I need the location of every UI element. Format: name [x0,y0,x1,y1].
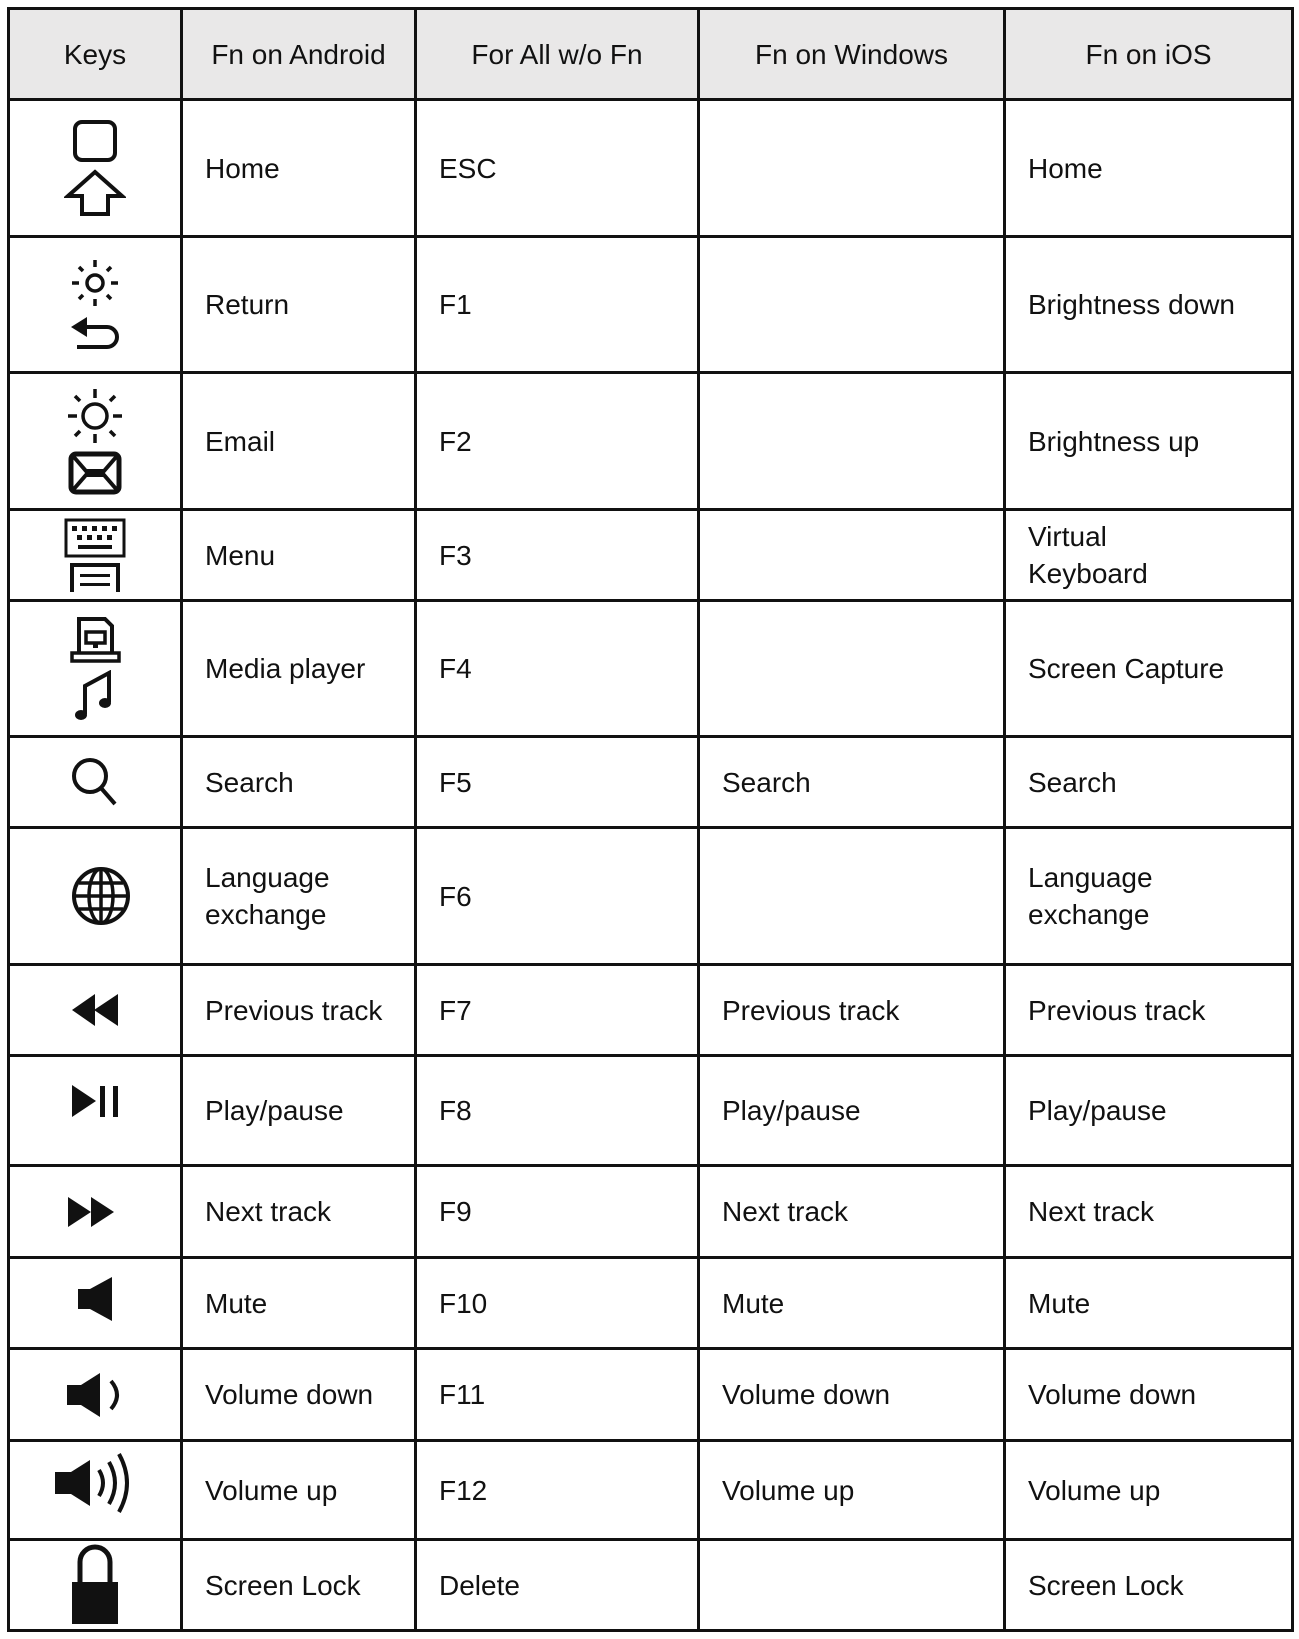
android-cell: Previous track [182,965,416,1056]
keys-cell [9,1258,182,1349]
brightness-down-icon [69,257,121,309]
return-arrow-icon [69,315,121,353]
android-cell: Next track [182,1166,416,1258]
android-cell: Volume up [182,1441,416,1540]
ios-cell: Home [1005,100,1293,237]
keys-cell [9,601,182,737]
menu-icon [69,562,121,592]
all-without-fn-cell: F7 [416,965,699,1056]
windows-cell [699,510,1005,601]
android-cell: Menu [182,510,416,601]
windows-cell [699,237,1005,373]
all-without-fn-cell: F6 [416,828,699,965]
all-without-fn-cell: ESC [416,100,699,237]
table-row [9,1349,1293,1441]
android-cell: Return [182,237,416,373]
virtual-keyboard-icon [64,518,126,558]
home-arrow-up-icon [64,169,126,217]
header-all-without-fn: For All w/o Fn [416,9,699,100]
ios-cell: Screen Lock [1005,1540,1293,1631]
ios-cell: Brightness up [1005,373,1293,510]
keyboard-function-keys-table [7,7,1294,1632]
play-pause-icon [70,1085,120,1119]
keys-cell [9,1056,182,1166]
windows-cell: Volume up [699,1441,1005,1540]
windows-cell [699,828,1005,965]
keys-cell [9,1166,182,1258]
android-cell: Volume down [182,1349,416,1441]
header-fn-android: Fn on Android [182,9,416,100]
keys-cell [9,1540,182,1631]
table-row [9,1166,1293,1258]
all-without-fn-cell: F3 [416,510,699,601]
keys-cell [9,1349,182,1441]
table-row [9,510,1293,601]
table-row [9,373,1293,510]
windows-cell [699,100,1005,237]
table-row [9,1540,1293,1631]
table-row [9,100,1293,237]
windows-cell: Search [699,737,1005,828]
all-without-fn-cell: F11 [416,1349,699,1441]
windows-cell: Previous track [699,965,1005,1056]
all-without-fn-cell: F8 [416,1056,699,1166]
keys-cell [9,510,182,601]
volume-down-icon [65,1372,125,1418]
ios-cell: Volume up [1005,1441,1293,1540]
keys-cell [9,237,182,373]
android-cell: Play/pause [182,1056,416,1166]
keys-cell [9,1441,182,1540]
keys-cell [9,100,182,237]
table-row [9,1258,1293,1349]
all-without-fn-cell: F2 [416,373,699,510]
windows-cell [699,1540,1005,1631]
globe-icon [70,865,132,927]
all-without-fn-cell: F9 [416,1166,699,1258]
keys-cell [9,373,182,510]
android-cell: Home [182,100,416,237]
windows-cell: Play/pause [699,1056,1005,1166]
windows-cell: Mute [699,1258,1005,1349]
windows-cell: Volume down [699,1349,1005,1441]
email-envelope-icon [68,451,122,495]
volume-up-icon [53,1452,137,1514]
ios-cell: Virtual Keyboard [1005,510,1293,601]
search-icon [70,756,120,808]
windows-cell: Next track [699,1166,1005,1258]
ios-cell: Previous track [1005,965,1293,1056]
keys-cell [9,737,182,828]
header-fn-windows: Fn on Windows [699,9,1005,100]
lock-icon [70,1544,120,1626]
mute-speaker-icon [76,1275,114,1323]
table-row [9,601,1293,737]
header-keys: Keys [9,9,182,100]
ios-cell: Play/pause [1005,1056,1293,1166]
ios-cell: Next track [1005,1166,1293,1258]
next-track-icon [66,1195,116,1229]
table-row [9,828,1293,965]
all-without-fn-cell: F12 [416,1441,699,1540]
ios-cell: Screen Capture [1005,601,1293,737]
windows-cell [699,601,1005,737]
android-cell: Screen Lock [182,1540,416,1631]
table-header-row [9,9,1293,100]
all-without-fn-cell: F10 [416,1258,699,1349]
ios-cell: Language exchange [1005,828,1293,965]
ios-cell: Volume down [1005,1349,1293,1441]
android-cell: Email [182,373,416,510]
table-row [9,1441,1293,1540]
windows-cell [699,373,1005,510]
ios-cell: Brightness down [1005,237,1293,373]
android-cell: Mute [182,1258,416,1349]
ios-cell: Mute [1005,1258,1293,1349]
table-row [9,737,1293,828]
brightness-up-icon [65,387,125,445]
music-note-icon [73,670,117,722]
home-square-icon [72,119,118,163]
table-row [9,965,1293,1056]
all-without-fn-cell: F1 [416,237,699,373]
table-row [9,237,1293,373]
all-without-fn-cell: F5 [416,737,699,828]
header-fn-ios: Fn on iOS [1005,9,1293,100]
android-cell: Search [182,737,416,828]
keys-cell [9,965,182,1056]
all-without-fn-cell: F4 [416,601,699,737]
android-cell: Media player [182,601,416,737]
screen-capture-icon [69,616,121,664]
ios-cell: Search [1005,737,1293,828]
keys-cell [9,828,182,965]
table-row [9,1056,1293,1166]
android-cell: Language exchange [182,828,416,965]
previous-track-icon [70,992,120,1028]
all-without-fn-cell: Delete [416,1540,699,1631]
